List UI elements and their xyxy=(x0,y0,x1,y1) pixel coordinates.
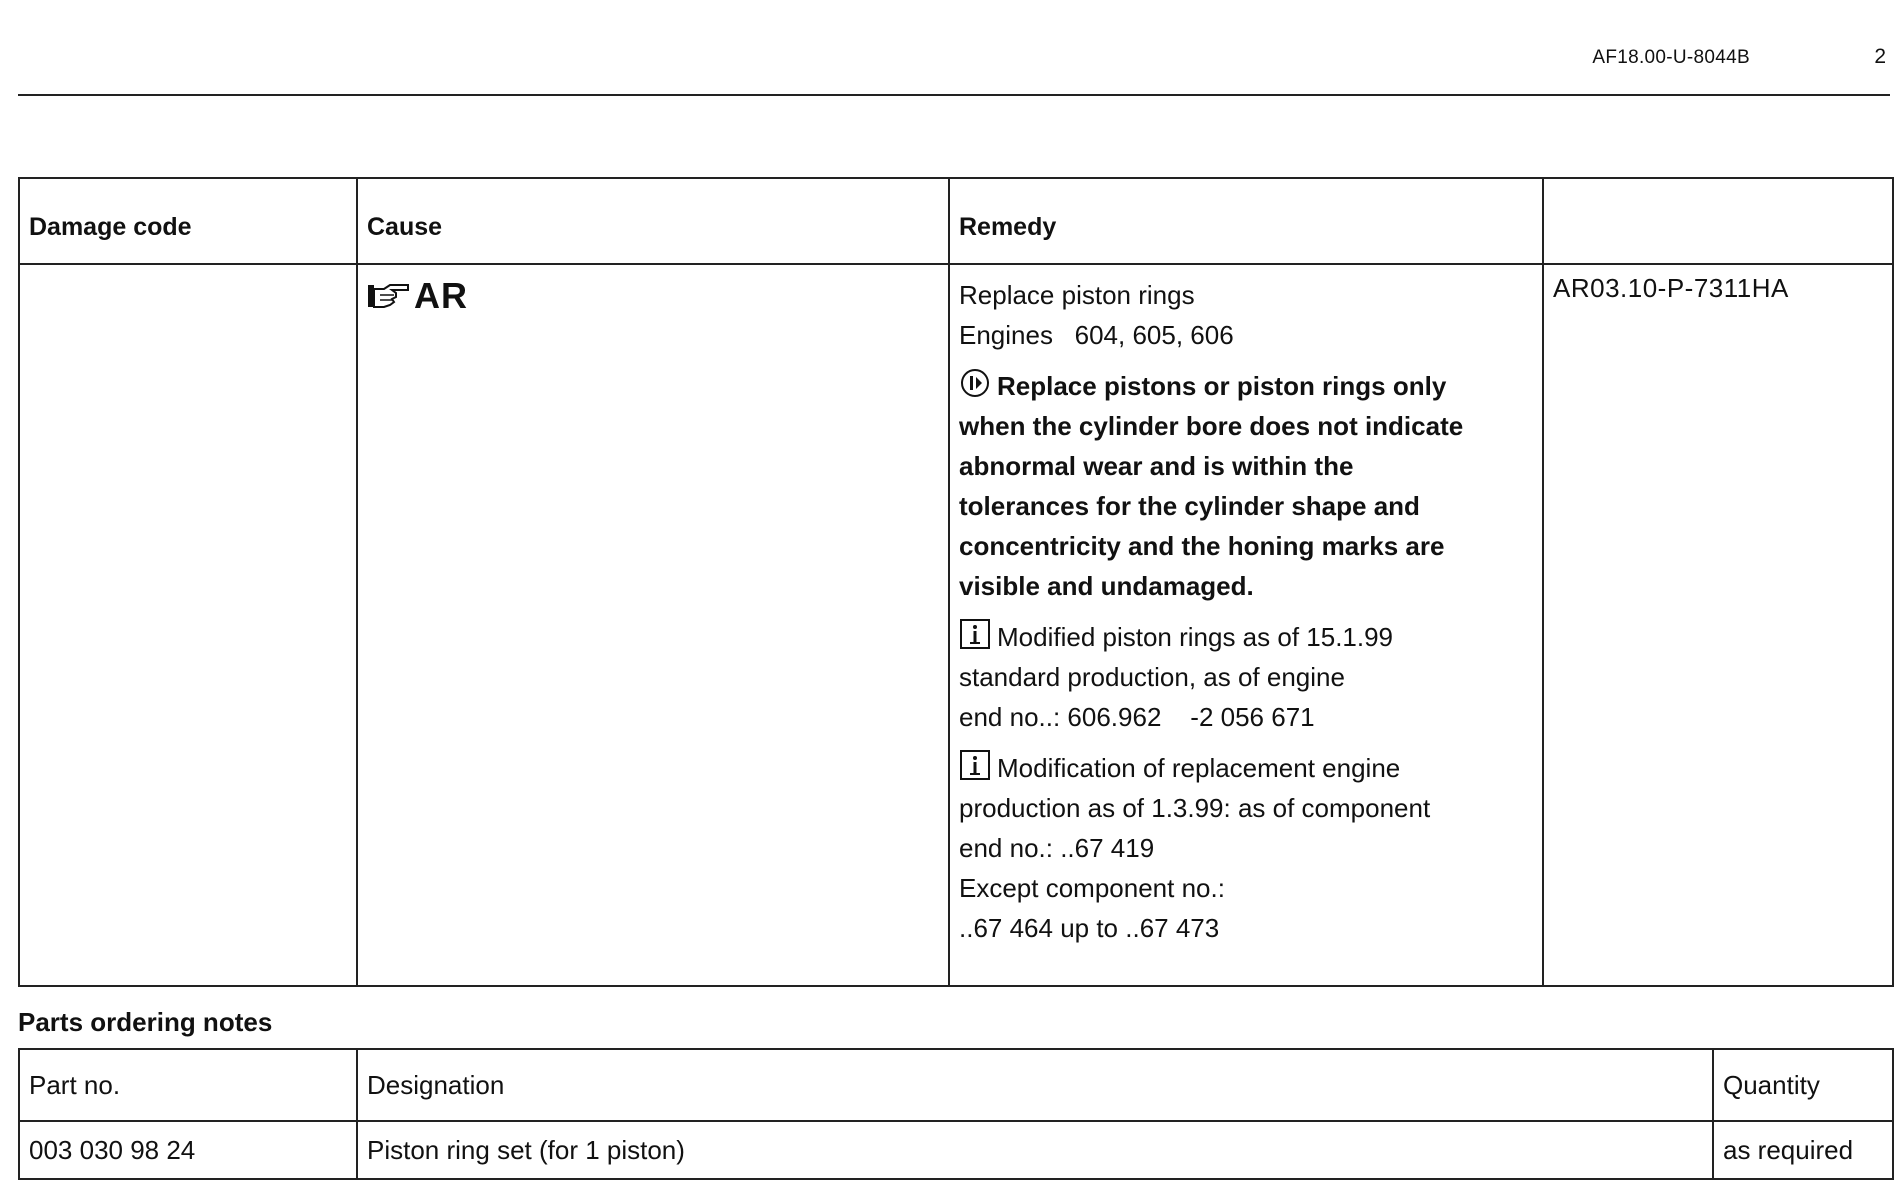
col-cause: Cause xyxy=(357,178,949,264)
page-header xyxy=(18,30,1890,96)
col-part-no: Part no. xyxy=(19,1049,357,1121)
warning-line: visible and undamaged. xyxy=(959,571,1254,601)
info-box-icon xyxy=(959,749,991,781)
page-number: 2 xyxy=(1874,45,1886,68)
table-row xyxy=(19,1121,1893,1179)
document-id: AF18.00-U-8044B xyxy=(1592,47,1750,68)
damage-code-cell xyxy=(19,264,357,986)
warning-line: when the cylinder bore does not indicate xyxy=(959,411,1464,441)
cause-code: AR xyxy=(414,275,468,316)
col-damage-code: Damage code xyxy=(19,178,357,264)
warning-line: abnormal wear and is within the xyxy=(959,451,1354,481)
parts-section-title: Parts ordering notes xyxy=(18,1007,273,1037)
info-line: Except component no.: xyxy=(959,873,1225,903)
info-line: Modification of replacement engine xyxy=(997,753,1401,783)
info-line: ..67 464 up to ..67 473 xyxy=(959,913,1220,943)
col-remedy: Remedy xyxy=(949,178,1543,264)
reference-cell xyxy=(1543,264,1893,986)
info-note xyxy=(959,748,1534,948)
remedy-title: Replace piston rings xyxy=(959,280,1195,310)
parts-table-header xyxy=(19,1049,1893,1121)
info-line: end no..: 606.962 -2 056 671 xyxy=(959,702,1315,732)
caution-circle-icon xyxy=(959,367,991,399)
info-line: Modified piston rings as of 15.1.99 xyxy=(997,622,1394,652)
damage-table-header xyxy=(19,178,1893,264)
info-box-icon xyxy=(959,618,991,650)
col-quantity: Quantity xyxy=(1713,1049,1893,1121)
cause-marker xyxy=(358,265,948,317)
info-line: production as of 1.3.99: as of component xyxy=(959,793,1431,823)
damage-table xyxy=(18,177,1894,987)
engines-value: 604, 605, 606 xyxy=(1074,320,1234,350)
info-line: standard production, as of engine xyxy=(959,662,1345,692)
warning-line: Replace pistons or piston rings only xyxy=(997,371,1447,401)
col-reference xyxy=(1543,178,1893,264)
damage-table-row xyxy=(19,264,1893,986)
warning-line: tolerances for the cylinder shape and xyxy=(959,491,1420,521)
engines-line xyxy=(959,315,1534,355)
col-designation: Designation xyxy=(357,1049,1713,1121)
cause-cell xyxy=(357,264,949,986)
info-line: end no.: ..67 419 xyxy=(959,833,1155,863)
warning-line: concentricity and the honing marks are xyxy=(959,531,1445,561)
designation-cell: Piston ring set (for 1 piston) xyxy=(357,1121,1713,1179)
reference-code: AR03.10-P-7311HA xyxy=(1553,273,1789,303)
part-no-cell: 003 030 98 24 xyxy=(19,1121,357,1179)
info-note xyxy=(959,617,1534,737)
quantity-cell: as required xyxy=(1713,1121,1893,1179)
pointing-hand-icon xyxy=(366,281,410,311)
warning-note xyxy=(959,366,1534,606)
engines-label: Engines xyxy=(959,320,1053,350)
remedy-cell xyxy=(949,264,1543,986)
parts-table xyxy=(18,1048,1894,1180)
